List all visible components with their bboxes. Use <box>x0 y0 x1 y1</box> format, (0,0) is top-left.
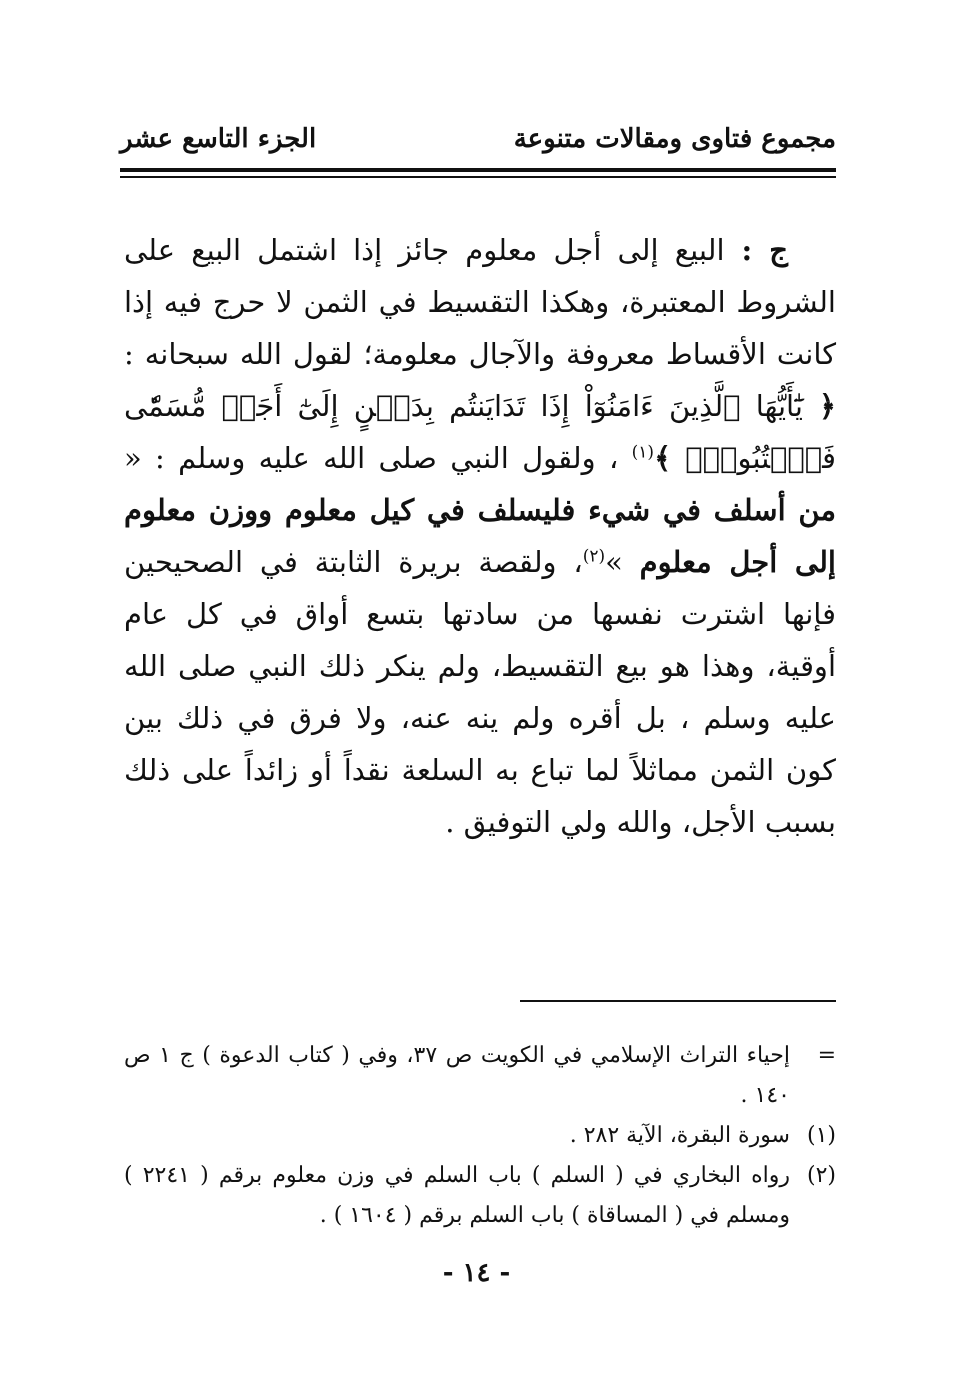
footnote-ref-2: (٢) <box>582 546 606 567</box>
footnote-text: إحياء التراث الإسلامي في الكويت ص ٣٧، وفي ( كتاب الدعوة ) ج ١ ص ١٤٠ . <box>124 1043 791 1108</box>
footnote-1 <box>124 1116 836 1156</box>
body-text-4: ، ولقصة بريرة الثابتة في الصحيحين فإنها اشترت نفسها من سادتها بتسع أواق في كل عام أوقية، وهذا هو بيع التقسيط، ولم ينكر ذلك النبي صلى الله عليه وسلم ، بل أقره ولم ينه عنه، ولا فرق في ذلك بين كون الثمن مماثلاً لما تباع به السلعة نقداً أو زائداً على ذلك بسبب الأجل، والله ولي التوفيق . <box>124 545 836 839</box>
answer-lead: ج : <box>724 233 788 267</box>
footnote-marker: (١) <box>806 1123 836 1148</box>
footnote-separator <box>520 1000 836 1002</box>
answer-paragraph <box>124 224 836 848</box>
quran-close-bracket: ﴾ <box>654 441 686 475</box>
footnote-marker: (٢) <box>806 1163 836 1188</box>
body-text-3: » <box>605 545 640 579</box>
quran-open-bracket: ﴿ <box>802 389 836 423</box>
header-rule-thin <box>120 176 836 178</box>
quran-verse: يَٰٓأَيُّهَا ٱلَّذِينَ ءَامَنُوٓاْ إِذَا تَدَايَنتُم بِدَيۡنٍ إِلَىٰٓ أَجَلٖ مُّسَمّٗى فَٱكۡتُبُوهُۚ <box>124 389 837 475</box>
main-body <box>124 224 836 848</box>
footnote-2 <box>124 1156 836 1236</box>
footnote-text: رواه البخاري في ( السلم ) باب السلم في وزن معلوم برقم ( ٢٢٤١ ) ومسلم في ( المساقاة ) باب السلم برقم ( ١٦٠٤ ) . <box>124 1163 791 1228</box>
footnote-continued <box>124 1036 836 1116</box>
page-number: - ١٤ - <box>442 1258 511 1288</box>
running-header <box>120 118 836 162</box>
footnote-text: سورة البقرة، الآية ٢٨٢ . <box>569 1123 790 1148</box>
body-text-2: ، ولقول النبي صلى الله عليه وسلم : « <box>124 441 632 475</box>
volume-label: الجزء التاسع عشر <box>120 124 317 154</box>
footnote-marker: = <box>817 1043 836 1068</box>
hadith-quote: من أسلف في شيء فليسلف في كيل معلوم ووزن معلوم إلى أجل معلوم <box>124 493 836 579</box>
footnote-ref-1: (١) <box>631 442 655 463</box>
header-rule-thick <box>120 168 836 172</box>
book-title: مجموع فتاوى ومقالات متنوعة <box>513 124 836 154</box>
footnotes <box>124 1036 836 1236</box>
body-text-1: البيع إلى أجل معلوم جائز إذا اشتمل البيع على الشروط المعتبرة، وهكذا التقسيط في الثمن لا حرج فيه إذا كانت الأقساط معروفة والآجال معلومة؛ لقول الله سبحانه : <box>124 233 836 371</box>
